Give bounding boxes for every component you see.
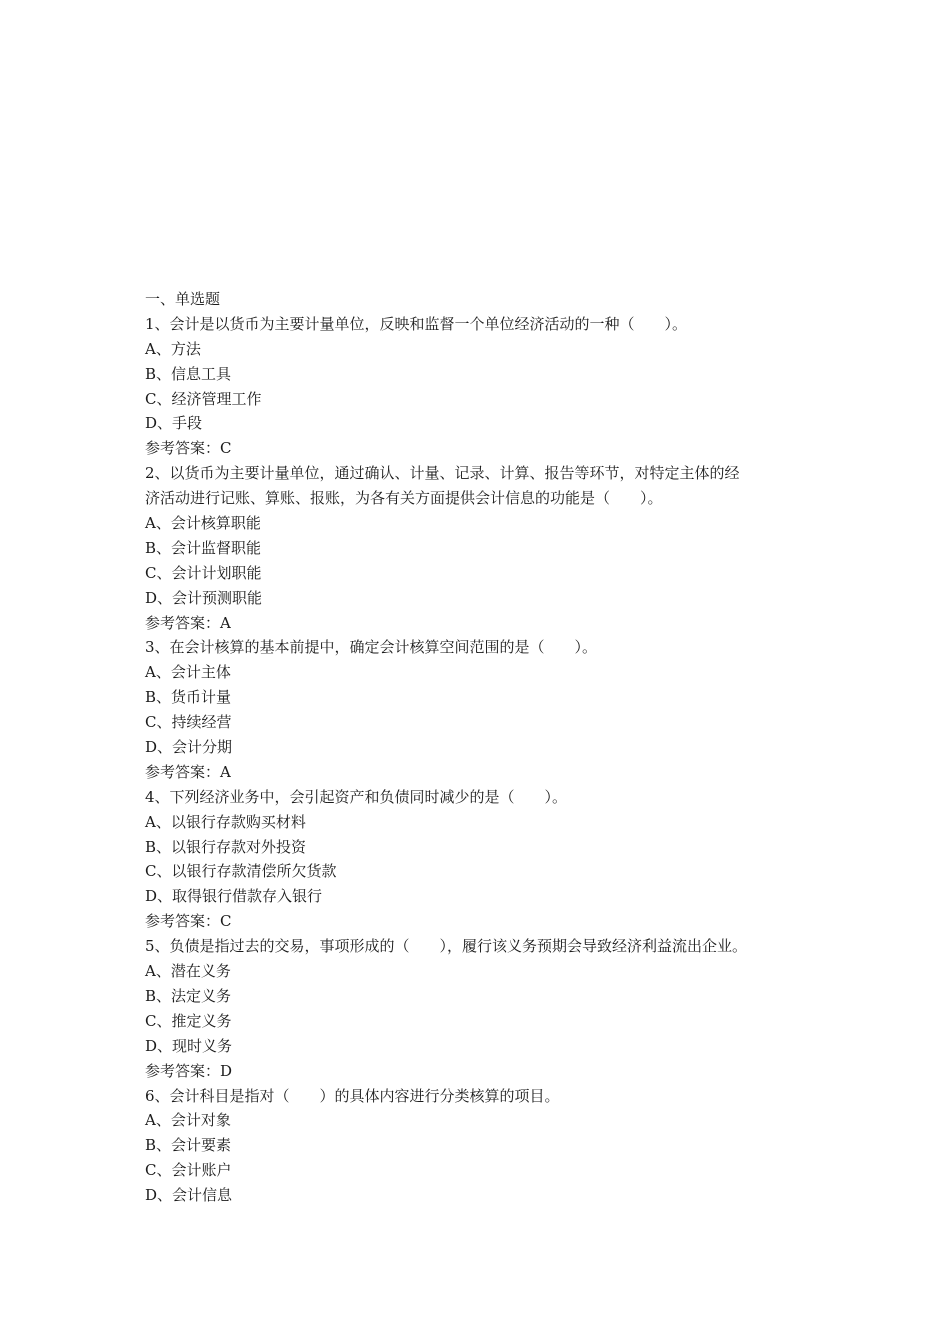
answer: 参考答案：A xyxy=(145,762,231,781)
question-stem: 4、下列经济业务中，会引起资产和负债同时减少的是（ ）。 xyxy=(145,787,568,806)
option-a: A、以银行存款购买材料 xyxy=(145,812,306,831)
option-c: C、持续经营 xyxy=(145,713,232,732)
question-stem-cont: 济活动进行记账、算账、报账，为各有关方面提供会计信息的功能是（ ）。 xyxy=(145,489,663,508)
option-b: B、以银行存款对外投资 xyxy=(145,837,307,856)
option-b: B、货币计量 xyxy=(145,688,232,707)
option-d: D、会计分期 xyxy=(145,738,233,757)
option-d: D、取得银行借款存入银行 xyxy=(145,887,323,906)
question-5 xyxy=(145,934,835,1083)
option-c: C、推定义务 xyxy=(145,1011,232,1030)
option-b: B、法定义务 xyxy=(145,986,232,1005)
question-stem: 1、会计是以货币为主要计量单位，反映和监督一个单位经济活动的一种（ ）。 xyxy=(145,314,688,333)
option-b: B、会计监督职能 xyxy=(145,538,262,557)
option-a: A、会计对象 xyxy=(145,1111,231,1130)
option-b: B、信息工具 xyxy=(145,364,232,383)
question-stem: 6、会计科目是指对（ ）的具体内容进行分类核算的项目。 xyxy=(145,1086,560,1105)
option-d: D、会计信息 xyxy=(145,1186,233,1205)
answer: 参考答案：A xyxy=(145,613,231,632)
option-a: A、方法 xyxy=(145,339,201,358)
option-b: B、会计要素 xyxy=(145,1136,232,1155)
option-c: C、以银行存款清偿所欠货款 xyxy=(145,862,337,881)
option-a: A、会计核算职能 xyxy=(145,514,261,533)
question-3 xyxy=(145,635,835,784)
option-c: C、经济管理工作 xyxy=(145,389,262,408)
answer: 参考答案：C xyxy=(145,912,232,931)
option-c: C、会计账户 xyxy=(145,1161,232,1180)
option-d: D、会计预测职能 xyxy=(145,588,263,607)
question-6 xyxy=(145,1084,835,1208)
question-stem: 2、以货币为主要计量单位，通过确认、计量、记录、计算、报告等环节，对特定主体的经 xyxy=(145,464,740,483)
question-4 xyxy=(145,785,835,934)
answer: 参考答案：D xyxy=(145,1061,233,1080)
option-d: D、手段 xyxy=(145,414,203,433)
question-stem: 3、在会计核算的基本前提中，确定会计核算空间范围的是（ ）。 xyxy=(145,638,598,657)
answer: 参考答案：C xyxy=(145,439,232,458)
question-list xyxy=(145,287,835,1208)
question-1 xyxy=(145,312,835,461)
option-a: A、潜在义务 xyxy=(145,962,231,981)
question-2 xyxy=(145,461,835,635)
option-c: C、会计计划职能 xyxy=(145,563,262,582)
question-stem: 5、负债是指过去的交易，事项形成的（ ），履行该义务预期会导致经济利益流出企业。 xyxy=(145,937,748,956)
option-a: A、会计主体 xyxy=(145,663,231,682)
section-title: 一、单选题 xyxy=(145,290,221,308)
option-d: D、现时义务 xyxy=(145,1036,233,1055)
